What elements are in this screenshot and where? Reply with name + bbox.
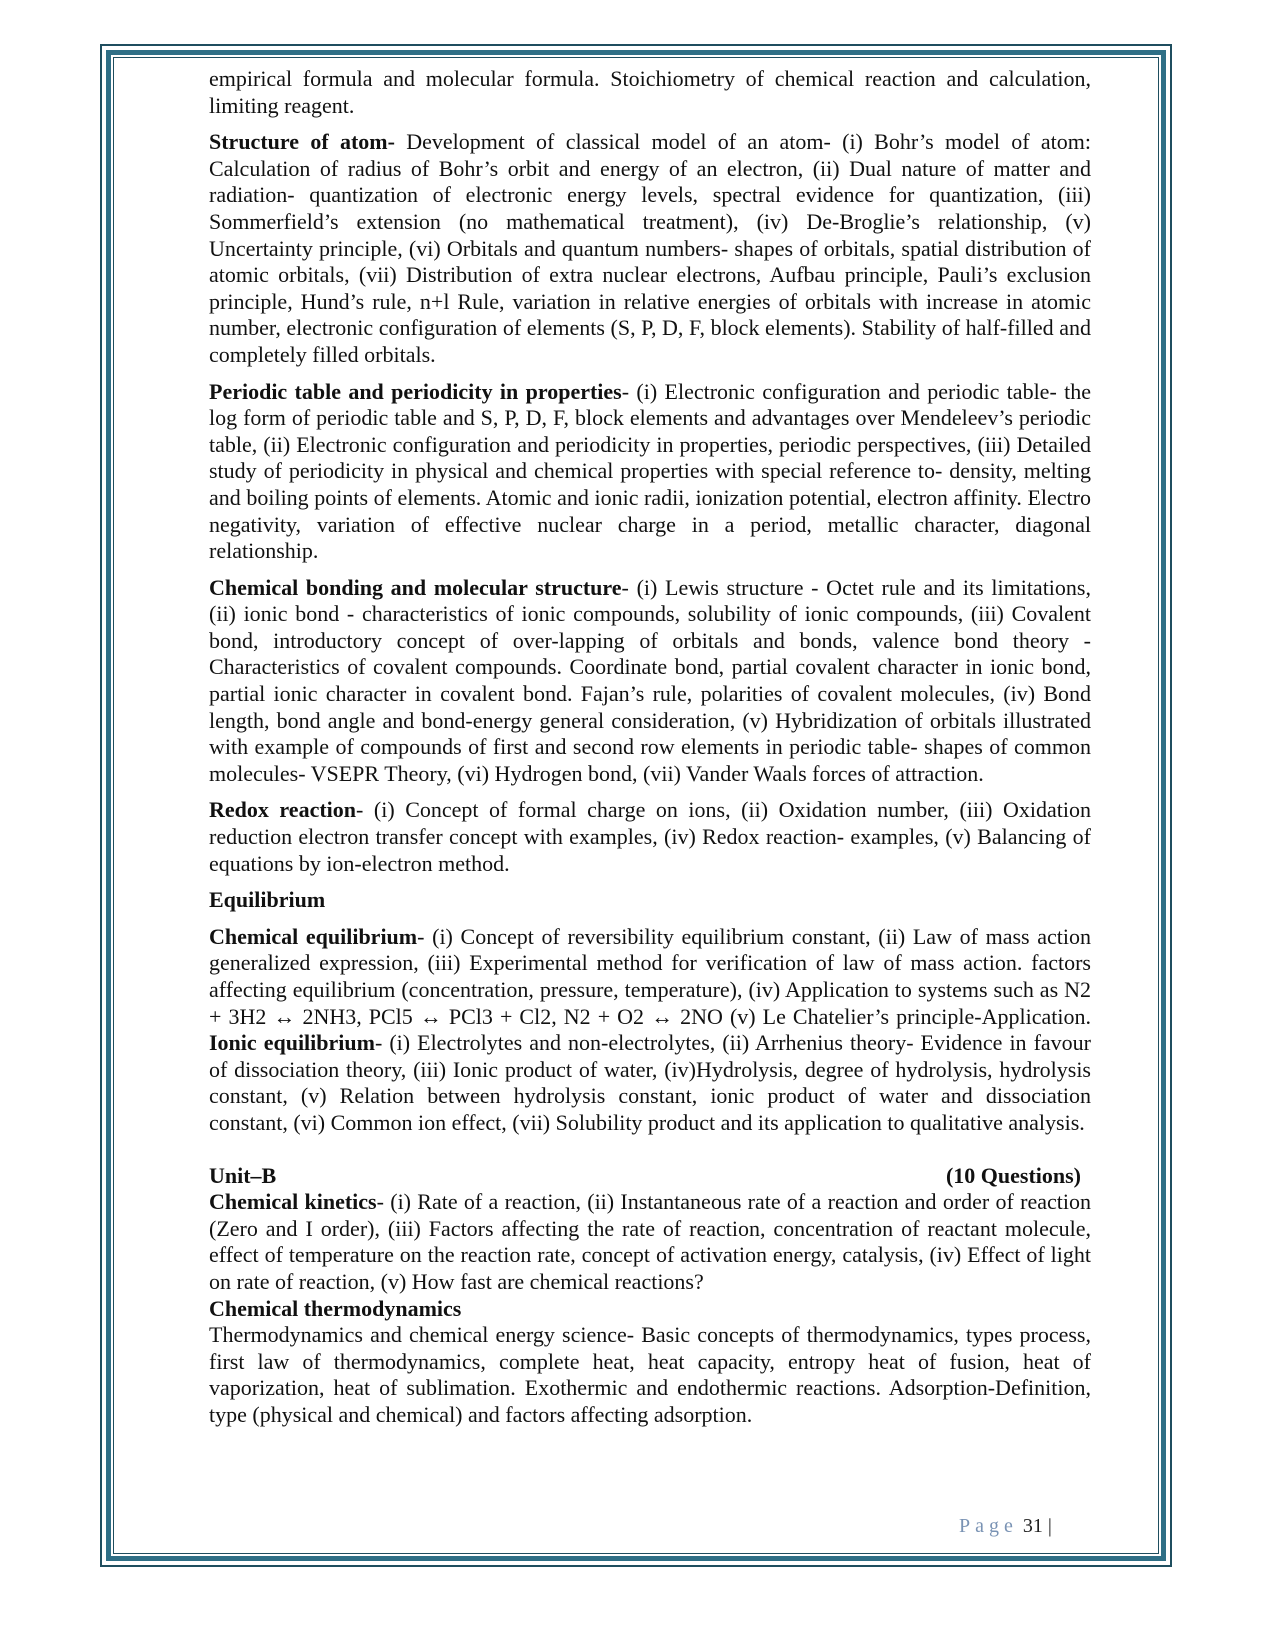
section-title: Structure of atom- — [209, 129, 395, 155]
page-number — [959, 1515, 1052, 1538]
thermodynamics-paragraph: Thermodynamics and chemical energy science- Basic concepts of thermodynamics, types process, first law of thermodynamics, complete heat, heat capacity, entropy heat of fusion, heat of vaporization, heat of sublimation. Exothermic and endothermic reactions. Adsorption-Definition, type (physical and chemical) and factors affecting adsorption. — [209, 1322, 1091, 1427]
section-title: Ionic equilibrium — [209, 1030, 375, 1056]
section-title: Redox reaction — [209, 797, 357, 823]
intro-paragraph: empirical formula and molecular formula. Stoichiometry of chemical reaction and calculation, limiting reagent. — [209, 66, 1091, 118]
periodic-table-paragraph: Periodic table and periodicity in properties- (i) Electronic configuration and periodic table- the log form of periodic table and S, P, D, F, block elements and advantages over Mendeleev’s periodic table, (ii) Electronic configuration and periodicity in properties, periodic perspectives, (iii) Detailed study of periodicity in physical and chemical properties with special reference to- density, melting and boiling points of elements. Atomic and ionic radii, ionization potential, electron affinity. Electro negativity, variation of effective nuclear charge in a period, metallic character, diagonal relationship. — [209, 378, 1091, 564]
chemical-equilibrium-paragraph: Chemical equilibrium- (i) Concept of reversibility equilibrium constant, (ii) Law of mass action generalized expression, (iii) Experimental method for verification of law of mass action. factors affecting equilibrium (concentration, pressure, temperature), (iv) Application to systems such as N2 + 3H2 ↔ 2NH3, PCl5 ↔ PCl3 + Cl2, N2 + O2 ↔ 2NO (v) Le Chatelier’s principle-Application. Ionic equilibrium- (i) Electrolytes and non-electrolytes, (ii) Arrhenius theory- Evidence in favour of dissociation theory, (iii) Ionic product of water, (iv)Hydrolysis, degree of hydrolysis, hydrolysis constant, (v) Relation between hydrolysis constant, ionic product of water and dissociation constant, (vi) Common ion effect, (vii) Solubility product and its application to qualitative analysis. — [209, 923, 1092, 1135]
document-body — [209, 66, 1091, 1439]
thermodynamics-heading: Chemical thermodynamics — [209, 1295, 462, 1321]
unit-label: Unit–B — [209, 1162, 277, 1188]
structure-of-atom-paragraph: Structure of atom- Development of classical model of an atom- (i) Bohr’s model of atom: Calculation of radius of Bohr’s orbit and energy of an electron, (ii) Dual nature of matter and radiation- quantization of electronic energy levels, spectral evidence for quantization, (iii) Sommerfield’s extension (no mathematical treatment), (iv) De-Broglie’s relationship, (v) Uncertainty principle, (vi) Orbitals and quantum numbers- shapes of orbitals, spatial distribution of atomic orbitals, (vii) Distribution of extra nuclear electrons, Aufbau principle, Pauli’s exclusion principle, Hund’s rule, n+l Rule, variation in relative energies of orbitals with increase in atomic number, electronic configuration of elements (S, P, D, F, block elements). Stability of half-filled and completely filled orbitals. — [209, 129, 1091, 367]
chemical-kinetics-paragraph: Chemical kinetics- (i) Rate of a reaction, (ii) Instantaneous rate of a reaction and order of reaction (Zero and I order), (iii) Factors affecting the rate of reaction, concentration of reactant molecule, effect of temperature on the reaction rate, concept of activation energy, catalysis, (iv) Effect of light on rate of reaction, (v) How fast are chemical reactions? — [209, 1189, 1091, 1294]
chemical-bonding-paragraph: Chemical bonding and molecular structure- (i) Lewis structure - Octet rule and its limitations, (ii) ionic bond - characteristics of ionic compounds, solubility of ionic compounds, (iii) Covalent bond, introductory concept of over-lapping of orbitals and bonds, valence bond theory - Characteristics of covalent compounds. Coordinate bond, partial covalent character in ionic bond, partial ionic character in covalent bond. Fajan’s rule, polarities of covalent molecules, (iv) Bond length, bond angle and bond-energy general consideration, (v) Hybridization of orbitals illustrated with example of compounds of first and second row elements in periodic table- shapes of common molecules- VSEPR Theory, (vi) Hydrogen bond, (vii) Vander Waals forces of attraction. — [209, 574, 1091, 786]
section-title: Chemical equilibrium — [209, 923, 418, 949]
section-title: Periodic table and periodicity in properties — [209, 378, 622, 404]
section-title: Chemical kinetics — [209, 1189, 377, 1215]
equilibrium-heading: Equilibrium — [209, 887, 326, 913]
page-number-value: 31 | — [1022, 1515, 1052, 1537]
redox-paragraph: Redox reaction- (i) Concept of formal charge on ions, (ii) Oxidation number, (iii) Oxidation reduction electron transfer concept with examples, (iv) Redox reaction- examples, (v) Balancing of equations by ion-electron method. — [209, 797, 1092, 876]
question-count: (10 Questions) — [945, 1162, 1081, 1188]
unit-b-header — [209, 1163, 1091, 1190]
section-title: Chemical bonding and molecular structure — [209, 574, 622, 600]
page-word: Page — [959, 1515, 1018, 1537]
